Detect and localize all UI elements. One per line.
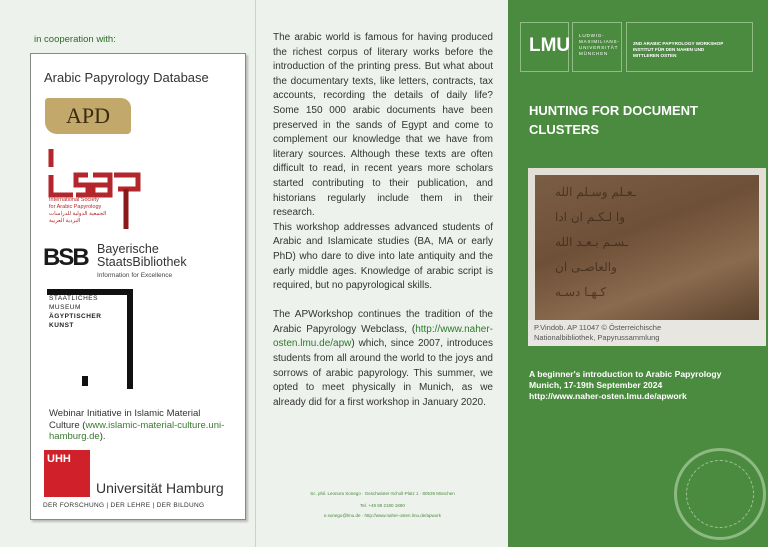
uhh-tagline: DER FORSCHUNG | DER LEHRE | DER BILDUNG xyxy=(43,502,205,509)
ws-line: 2ND ARABIC PAPYROLOGY WORKSHOP xyxy=(633,41,724,46)
caption-line: Nationalbibliothek, Papyrussammlung xyxy=(534,333,660,342)
museum-line: MUSEUM xyxy=(49,304,81,311)
ws-line: INSTITUT FÜR DEN NAHEN UND xyxy=(633,47,705,52)
lmu-name-box xyxy=(572,22,622,72)
webclass-link[interactable]: http://www.naher-osten.lmu.de/apw xyxy=(273,323,493,350)
webinar-link[interactable]: www.islamic-material-culture.uni-hamburg.de xyxy=(49,419,225,442)
webinar-end: ). xyxy=(99,431,106,442)
webinar-label: Webinar Initiative in Islamic Material Culture ( xyxy=(49,408,201,431)
lmu-line: LUDWIG- xyxy=(579,33,605,38)
p3b: ) which, since 2007, introduces students from all around the world to the joys and sorrows of arabic papyrology. This summer, we opted to meet physically in Munich, as we already did for a first workshop in January 2020. xyxy=(273,338,493,408)
uhh-logo: UHH xyxy=(44,450,90,497)
isap-line: International Society xyxy=(49,197,99,203)
paragraph-intro xyxy=(273,31,493,294)
workshop-name xyxy=(633,41,723,59)
bsb-logo: BSB xyxy=(43,244,88,271)
lmu-logo: LMU xyxy=(529,35,571,56)
p3a: The APWorkshop continues the tradition of the Arabic Papyrology Webclass, ( xyxy=(273,309,493,335)
title-line: CLUSTERS xyxy=(529,122,600,137)
lmu-logo-box xyxy=(520,22,569,72)
ws-line: MITTLEREN OSTEN xyxy=(633,53,677,58)
apd-title: Arabic Papyrology Database xyxy=(44,70,209,85)
papyrus-image: ـعـلم وسـلم الله وا لـكـم ان ادا ـسـم بـعـد الله والعاصـى ان كـهـا دسـه xyxy=(528,168,766,320)
event-date: Munich, 17-19th September 2024 xyxy=(529,380,663,390)
university-seal-inner xyxy=(686,460,754,528)
museum-name xyxy=(49,294,101,330)
event-url[interactable]: http://www.naher-osten.lmu.de/apwork xyxy=(529,391,687,401)
p1: The arabic world is famous for having produced the richest corpus of literary works before the introduction of the printing press. But what about the documentary texts, like letters, contracts, tax accounts, recording the details of daily life? Some 150 000 arabic documents have been preserved in the sands of Egypt and come to complement our knowledge that we have from literary sources. Although these texts are often difficult to read, in recent years more scholars started contributing to their publication, and historians regularly include them in their research. xyxy=(273,32,493,219)
paragraph-tradition xyxy=(273,308,493,410)
footer-phone: Tel. +49 89 2180 1880 xyxy=(360,503,405,508)
lmu-line: UNIVERSITÄT xyxy=(579,45,619,50)
webinar-text xyxy=(49,408,229,443)
cover-title xyxy=(529,101,698,139)
title-line: HUNTING FOR DOCUMENT xyxy=(529,103,698,118)
partners-card xyxy=(30,53,246,520)
workshop-box xyxy=(626,22,753,72)
isap-text xyxy=(49,197,129,225)
isap-line: for Arabic Papyrology xyxy=(49,204,102,210)
museum-logo-dot xyxy=(82,376,88,386)
left-panel xyxy=(0,0,256,547)
uhh-name: Universität Hamburg xyxy=(96,480,224,496)
event-info xyxy=(529,369,721,402)
caption-line: P.Vindob. AP 11047 © Österreichische xyxy=(534,323,662,332)
middle-panel xyxy=(257,0,508,547)
cover-panel xyxy=(508,0,768,547)
p2: This workshop addresses advanced students of Arabic and Islamicate studies (BA, MA or early PhD) who dare to dive into late antiquity and the early middle ages. Knowledge of arabic script is required, but no papyrological skills. xyxy=(273,221,493,292)
event-subtitle: A beginner's introduction to Arabic Papyrology xyxy=(529,369,722,379)
apd-logo: APD xyxy=(45,98,131,134)
isap-line: البردية العربية xyxy=(49,218,81,224)
footer-address: Sc. phil. Leonora Sonego · Geschwister-Scholl-Platz 1 · 80539 München xyxy=(310,491,455,496)
bsb-tagline: Information for Excellence xyxy=(97,272,173,279)
bsb-name xyxy=(97,243,187,269)
lmu-line: MAXIMILIANS- xyxy=(579,39,620,44)
image-caption xyxy=(528,320,766,346)
lmu-name xyxy=(579,33,620,57)
bsb-name-line: StaatsBibliothek xyxy=(97,255,187,269)
museum-line: STAATLICHES xyxy=(49,295,98,302)
lmu-line: MÜNCHEN xyxy=(579,51,609,56)
description xyxy=(273,31,493,410)
isap-line: الجمعية الدولية للدراسات xyxy=(49,211,107,217)
museum-line: KUNST xyxy=(49,322,74,329)
cooperation-label: in cooperation with: xyxy=(34,34,116,45)
museum-line: ÄGYPTISCHER xyxy=(49,313,102,320)
bsb-name-line: Bayerische xyxy=(97,242,159,256)
footer-contact[interactable]: e.sonego@lmu.de · http://www.naher-osten.lmu.de/apwork xyxy=(323,513,442,518)
